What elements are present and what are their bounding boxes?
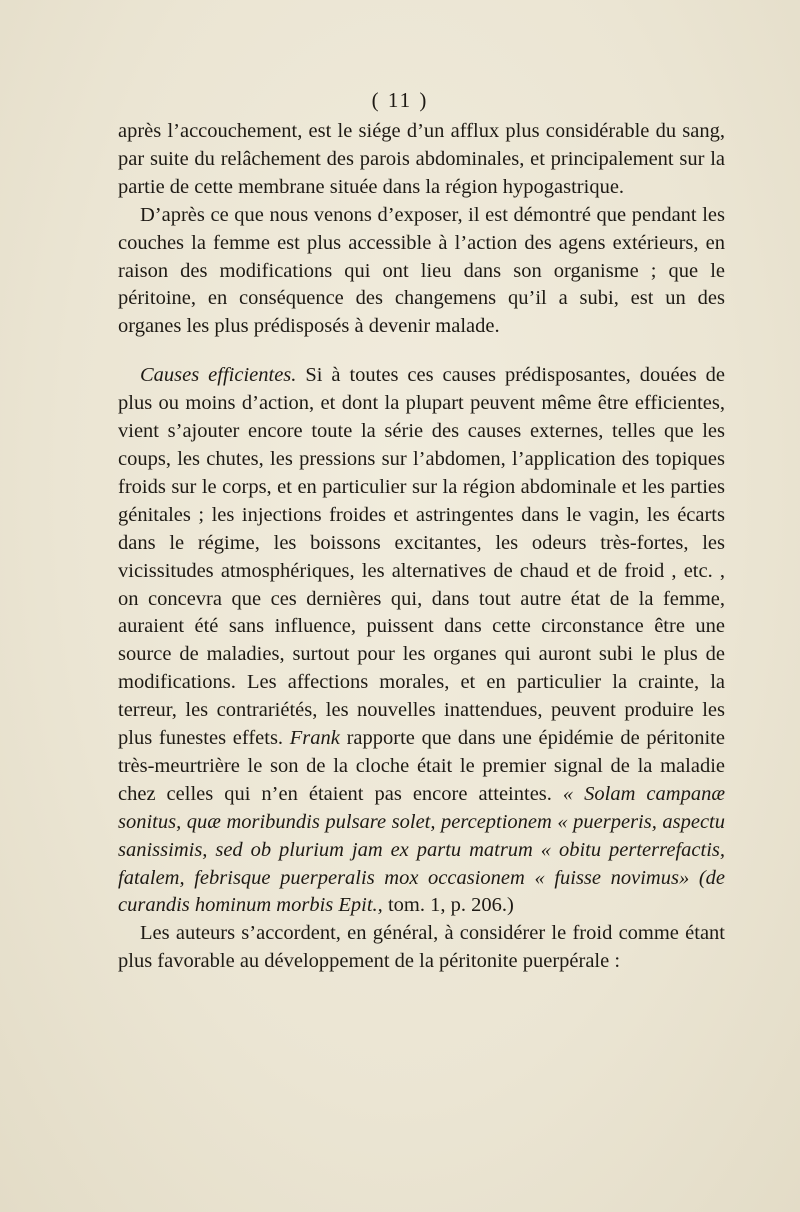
paragraph-cold: Les auteurs s’accordent, en général, à considérer le froid comme étant plus favorable au développement de la péritonite puerpérale : [118, 922, 725, 973]
section-heading: Causes efficientes. [140, 364, 297, 387]
author-name: Frank [289, 727, 340, 750]
body-text [118, 118, 725, 976]
paragraph-text: Si à toutes ces causes prédisposantes, douées de plus ou moins d’action, et dont la plupart peuvent même être efficientes, vient s’ajouter encore toute la série des causes externes, telles que les coups, les chutes, les pressions sur l’abdomen, l’application des topiques froids sur le corps, et en particulier sur la région abdominale et les parties génitales ; les injections froides et astringentes dans le vagin, les écarts dans le régime, les boissons excitantes, les odeurs très-fortes, les vicissitudes atmosphériques, les alternatives de chaud et de froid , etc. , on concevra que ces dernières qui, dans tout autre état de la femme, auraient été sans influence, puissent dans cette circonstance être une source de maladies, surtout pour les organes qui auront subi le plus de modifications. Les affections morales, et en particulier la crainte, la terreur, les contrariétés, les nouvelles inattendues, peuvent produire les plus funestes effets. [118, 364, 725, 750]
page-number: ( 11 ) [371, 88, 429, 112]
citation: tom. 1, p. 206.) [382, 894, 514, 917]
latin-quotation: « Solam campanæ sonitus, quæ moribundis pulsare solet, perceptionem « puerperis, aspectu sanissimis, sed ob plurium jam ex partu matrum « obitu perterrefactis, fatalem, febrisque puerperalis mox occasionem « fuisse novimus» (de curandis hominum morbis Epit., [118, 782, 725, 917]
paragraph-summary: D’après ce que nous venons d’exposer, il est démontré que pendant les couches la femme est plus accessible à l’action des agens extérieurs, en raison des modifications qui ont lieu dans son organisme ; que le péritoine, en conséquence des changemens qu’il a subi, est un des organes les plus prédisposés à devenir malade. [118, 203, 725, 338]
paragraph-text: rapporte que dans une épidémie de péritonite très-meurtrière le son de la cloche était le premier signal de la maladie chez celles qui n’en étaient pas encore atteintes. [118, 727, 725, 805]
paragraph-continuation: après l’accouchement, est le siége d’un afflux plus considérable du sang, par suite du relâchement des parois abdominales, et principalement sur la partie de cette membrane située dans la région hypogastrique. [118, 120, 725, 198]
paragraph-causes-efficientes [118, 362, 725, 920]
